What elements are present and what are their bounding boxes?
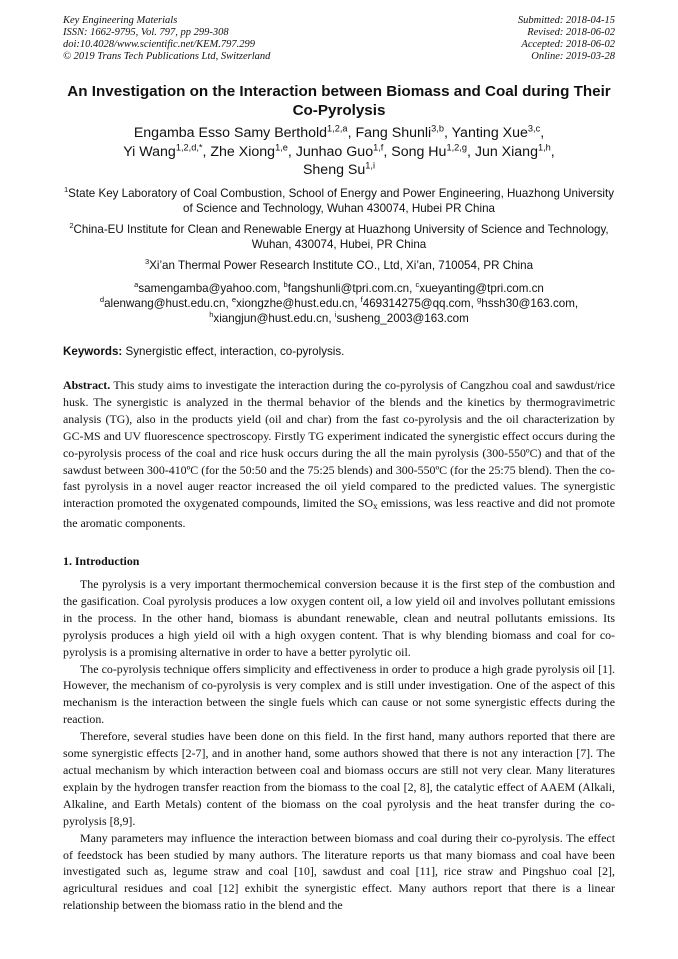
author: Zhe Xiong$^{1,e}$ — [210, 141, 288, 160]
email-link[interactable]: alenwang@hust.edu.cn — [104, 297, 226, 310]
author: Junhao Guo$^{1,f}$ — [295, 141, 384, 160]
copyright-line: © 2019 Trans Tech Publications Ltd, Switzerland — [63, 51, 271, 62]
affiliation: $^3$Xi’an Thermal Power Research Institute CO., Ltd, Xi’an, 710054, PR China — [144, 257, 534, 272]
email-link[interactable]: xiongzhe@hust.edu.cn — [236, 297, 355, 310]
accepted-date: Accepted: 2018-06-02 — [521, 39, 615, 50]
author: Fang Shunli$^{3,b}$ — [355, 123, 444, 141]
doi-line: doi:10.4028/www.scientific.net/KEM.797.299 — [63, 39, 255, 50]
submitted-date: Submitted: 2018-04-15 — [517, 15, 615, 26]
paragraph: The pyrolysis is a very important thermochemical conversion because it is the first step of the combustion and the gasification. Coal pyrolysis produces a low oxygen content oil, a low yield oil and involves pollutant emissions in the process. In the other hand, biomass is abundant renewable, clean and neutral pollutants emissions. Its pyrolysis produces a high yield oil with a high oxygen content. That is why blending biomass and coal for co-pyrolysis is a promising alternative in order to have a better pyrolytic oil. — [63, 577, 615, 659]
publication-info — [63, 15, 270, 63]
affiliation: $^2$China-EU Institute for Clean and Renewable Energy at Huazhong University of Science and Technology, Wuhan, 430074, Hubei, PR China — [69, 221, 609, 251]
email-link[interactable]: hssh30@163.com — [481, 297, 575, 310]
author: Song Hu$^{1,2,g}$ — [391, 141, 467, 160]
author: Engamba Esso Samy Berthold$^{1,2,a}$ — [133, 123, 348, 141]
author: Yanting Xue$^{3,c}$ — [451, 123, 541, 141]
paragraph: Therefore, several studies have been done on this field. In the first hand, many authors reported that there are some synergistic effects [2-7], and in another hand, some authors showed that there is not any interaction [7]. The actual mechanism by which interaction between coal and biomass occurs are still not very clear. Many literatures explain by the hydrogen transfer reaction from the biomass to the coal [2, 8], the catalytic effect of AAEM (Alkali, Alkaline, and Earth Metals) content of the biomass on the coal pyrolysis and the heat transfer during the co-pyrolysis [8,9]. — [63, 729, 615, 828]
publication-dates — [518, 15, 615, 63]
revised-date: Revised: 2018-06-02 — [527, 27, 615, 38]
journal-name: Key Engineering Materials — [63, 15, 178, 26]
email-link[interactable]: xiangjun@hust.edu.cn — [213, 312, 329, 325]
paragraph: The co-pyrolysis technique offers simplicity and effectiveness in order to produce a high grade pyrolysis oil [1]. However, the mechanism of co-pyrolysis is very complex and is still under investigation. One of the aspect of this mechanism is the interaction between the single fuels which can cause or not some synergistic effects during the reaction. — [63, 661, 615, 727]
author: Yi Wang$^{1,2,d,*}$ — [123, 141, 203, 160]
abstract-label: Abstract. — [63, 378, 111, 392]
email-link[interactable]: 469314275@qq.com — [362, 297, 471, 310]
author: Jun Xiang$^{1,h}$ — [474, 141, 551, 160]
email-list: $^a$samengamba@yahoo.com, $^b$fangshunli@tpri.com.cn, $^c$xueyanting@tpri.com.cn $^d$alenwang@hust.edu.cn, $^e$xiongzhe@hust.edu.cn, $^f$469314275@qq.com, $^g$hssh30@163.com, $^h$xiangjun@hust.edu.cn, $^i$susheng_2003@163.com — [99, 280, 579, 325]
issn-line: ISSN: 1662-9795, Vol. 797, pp 299-308 — [63, 27, 229, 38]
online-date: Online: 2019-03-28 — [531, 51, 615, 62]
keywords-label: Keywords: — [63, 345, 123, 358]
abstract: Abstract. This study aims to investigate the interaction during the co-pyrolysis of Cangzhou coal and sawdust/rice husk. The synergistic is analyzed in the thermal behavior of the blends and the kinetics by thermogravimetric analysis (TG), also in the products yield (oil and char) from the fast co-pyrolysis and the oil characterization by GC-MS and UV fluorescence spectroscopy. Firstly TG experiment indicated the synergistic effect occurs during the co-pyrolysis process of the coal and rice husk occurs during the all the main pyrolysis (300-550ºC) and that of the sawdust between 300-410ºC (for the 50:50 and the 75:25 blends) and 300-550ºC (for the 25:75 blend). Then the co-fast pyrolysis in a novel auger reactor increased the oil yield compared to the predicted values. The synergistic interaction promoted the oxygenated compounds, limited the SOx emissions, was less reactive and did not promote the aromatic components. — [63, 378, 615, 531]
email-link[interactable]: samengamba@yahoo.com — [138, 282, 278, 295]
email-link[interactable]: xueyanting@tpri.com.cn — [419, 282, 544, 295]
affiliation: $^1$State Key Laboratory of Coal Combustion, School of Energy and Power Engineering, Huazhong University of Science and Technology, Wuhan 430074, Hubei PR China — [63, 185, 615, 215]
email-link[interactable]: susheng_2003@163.com — [336, 312, 469, 325]
keywords — [63, 344, 344, 359]
keywords-text: Synergistic effect, interaction, co-pyrolysis. — [125, 345, 345, 358]
author: Sheng Su$^{1,i}$ — [302, 160, 376, 179]
email-link[interactable]: fangshunli@tpri.com.cn — [287, 282, 410, 295]
author-list: Engamba Esso Samy Berthold$^{1,2,a}$, Fang Shunli$^{3,b}$, Yanting Xue$^{3,c}$, Yi Wang$^{1,2,d,*}$, Zhe Xiong$^{1,e}$, Junhao Guo$^{1,f}$, Song Hu$^{1,2,g}$, Jun Xiang$^{1,h}$, Sheng Su$^{1,i}$ — [123, 123, 555, 179]
section-heading: 1. Introduction — [63, 554, 140, 568]
paragraph: Many parameters may influence the interaction between biomass and coal during their co-pyrolysis. The effect of feedstock has been studied by many authors. The literature reports us that many biomass and coal have been investigated such as, legume straw and coal [10], sawdust and coal [11], rice straw and Pingshuo coal [2], agricultural residues and coal [12] exhibit the synergistic effect. Many authors report that there is a linear relationship between the biomass ratio in the blend and the — [63, 830, 615, 913]
paper-title: An Investigation on the Interaction between Biomass and Coal during Their Co-Pyrolysis — [67, 83, 611, 119]
introduction-body — [63, 576, 615, 914]
